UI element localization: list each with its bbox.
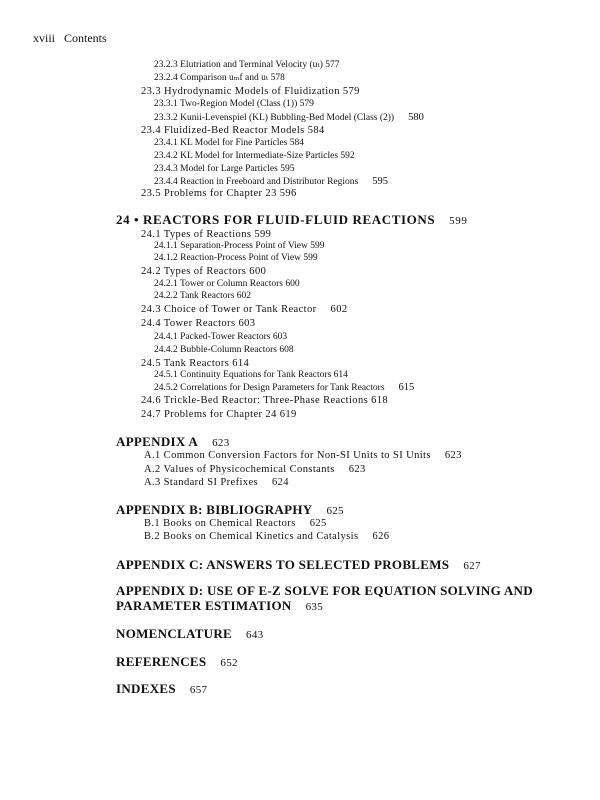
toc-page-number: 615 — [398, 382, 415, 393]
toc-subsection-entry — [154, 100, 314, 110]
toc-entry-text: NOMENCLATURE — [116, 626, 233, 641]
toc-entry-text: 23.4.4 Reaction in Freeboard and Distributor Regions — [154, 177, 359, 187]
toc-page-number: 625 — [309, 518, 327, 529]
toc-appendix-entry — [116, 503, 344, 517]
toc-entry-text: 24 • REACTORS FOR FLUID-FLUID REACTIONS — [116, 212, 436, 227]
toc-entry-text: 24.2 Types of Reactors 600 — [141, 266, 267, 277]
toc-subsection-entry — [154, 292, 251, 302]
toc-entry-text: 23.3.2 Kunii-Levenspiel (KL) Bubbling-Bed Model (Class (2)) — [154, 113, 395, 123]
toc-entry-text: 24.2.2 Tank Reactors 602 — [154, 291, 252, 301]
toc-section-entry — [144, 532, 389, 543]
toc-entry-text: APPENDIX B: BIBLIOGRAPHY — [116, 502, 313, 517]
toc-entry-text: A.3 Standard SI Prefixes — [144, 477, 258, 488]
toc-entry-text: 24.6 Trickle-Bed Reactor: Three-Phase Reactions 618 — [141, 395, 389, 406]
toc-section-entry — [141, 267, 266, 278]
toc-entry-text: B.1 Books on Chemical Reactors — [144, 518, 296, 529]
toc-page-number: 623 — [212, 437, 230, 449]
toc-entry-text: B.2 Books on Chemical Kinetics and Catalysis — [144, 531, 359, 542]
toc-section-entry — [141, 189, 297, 200]
toc-entry-text: 24.1 Types of Reactions 599 — [141, 229, 272, 240]
toc-section-entry — [141, 230, 271, 241]
toc-section-entry — [144, 519, 327, 530]
toc-entry-text: 23.3.1 Two-Region Model (Class (1)) 579 — [154, 99, 314, 109]
toc-subsection-entry — [154, 280, 300, 290]
toc-subsection-entry — [154, 61, 340, 71]
toc-page-number: 635 — [305, 601, 324, 613]
toc-entry-text: 24.1.2 Reaction-Process Point of View 599 — [154, 253, 318, 263]
toc-entry-text: INDEXES — [116, 681, 176, 696]
toc-appendix-entry — [116, 435, 230, 449]
toc-section-entry — [144, 451, 462, 462]
toc-section-entry — [144, 478, 289, 489]
page-label: xviii — [33, 31, 56, 45]
toc-entry-text: A.2 Values of Physicochemical Constants — [144, 464, 335, 475]
toc-subsection-entry — [154, 346, 294, 356]
toc-section-entry — [141, 87, 360, 98]
toc-page-number: 657 — [189, 684, 208, 696]
toc-entry-text: APPENDIX D: USE OF E-Z SOLVE FOR EQUATION SOLVING AND — [116, 583, 533, 598]
toc-page-number: 624 — [272, 477, 289, 488]
toc-entry-text: APPENDIX C: ANSWERS TO SELECTED PROBLEMS — [116, 557, 450, 572]
toc-subsection-entry — [154, 74, 285, 84]
toc-section-entry — [141, 319, 255, 330]
toc-subsection-entry — [154, 254, 318, 264]
toc-section-entry — [141, 126, 325, 137]
toc-page-number: 652 — [220, 657, 238, 669]
toc-appendix-entry — [116, 558, 481, 572]
toc-entry-text: 23.3 Hydrodynamic Models of Fluidization 579 — [141, 86, 360, 97]
toc-appendix-entry — [116, 584, 533, 597]
toc-subsection-entry — [154, 177, 388, 188]
toc-section-entry — [141, 410, 297, 421]
toc-appendix-entry — [116, 599, 323, 613]
toc-subsection-entry — [154, 242, 325, 252]
toc-appendix-entry — [116, 627, 263, 641]
toc-page-number: 643 — [246, 629, 264, 641]
toc-page-number: 627 — [463, 560, 481, 572]
toc-page-number: 625 — [326, 505, 344, 517]
toc-subsection-entry — [154, 113, 424, 124]
toc-entry-text: 23.4.1 KL Model for Fine Particles 584 — [154, 138, 305, 148]
toc-entry-text: APPENDIX A — [116, 434, 199, 449]
toc-page-number: 626 — [372, 531, 390, 542]
toc-appendix-entry — [116, 655, 238, 669]
toc-entry-text: 23.5 Problems for Chapter 23 596 — [141, 188, 297, 199]
toc-entry-text: 23.4.3 Model for Large Particles 595 — [154, 164, 295, 174]
toc-entry-text: 24.1.1 Separation-Process Point of View 599 — [154, 241, 325, 251]
toc-entry-text: 24.7 Problems for Chapter 24 619 — [141, 409, 297, 420]
toc-entry-text: 23.4 Fluidized-Bed Reactor Models 584 — [141, 125, 325, 136]
toc-entry-text: 23.2.3 Elutriation and Terminal Velocity (uₜ) 577 — [154, 60, 340, 70]
toc-section-entry — [141, 305, 348, 316]
toc-entry-text: 24.5.1 Continuity Equations for Tank Reactors 614 — [154, 370, 348, 380]
toc-subsection-entry — [154, 139, 304, 149]
toc-page-number: 623 — [348, 464, 366, 475]
toc-subsection-entry — [154, 152, 355, 162]
header-title: Contents — [64, 31, 107, 45]
toc-page-number: 623 — [444, 450, 462, 461]
toc-entry-text: 24.5 Tank Reactors 614 — [141, 358, 250, 369]
toc-entry-text: REFERENCES — [116, 654, 207, 669]
toc-subsection-entry — [154, 165, 294, 175]
toc-entry-text: 24.4.2 Bubble-Column Reactors 608 — [154, 345, 294, 355]
toc-entry-text: 24.4.1 Packed-Tower Reactors 603 — [154, 332, 288, 342]
toc-page-number: 602 — [330, 304, 348, 315]
toc-entry-text: 24.5.2 Correlations for Design Parameters for Tank Reactors — [154, 383, 385, 393]
toc-page-number: 599 — [449, 215, 468, 227]
toc-entry-text: 24.4 Tower Reactors 603 — [141, 318, 256, 329]
toc-section-entry — [141, 396, 388, 407]
toc-section-entry — [144, 465, 366, 476]
toc-entry-text: 24.2.1 Tower or Column Reactors 600 — [154, 279, 300, 289]
toc-page-number: 580 — [408, 112, 424, 123]
toc-subsection-entry — [154, 333, 287, 343]
toc-entry-text: 24.3 Choice of Tower or Tank Reactor — [141, 304, 317, 315]
toc-section-entry — [141, 359, 249, 370]
running-header — [33, 32, 107, 44]
toc-appendix-entry — [116, 682, 207, 696]
toc-chapter-entry — [116, 213, 467, 227]
toc-subsection-entry — [154, 371, 348, 381]
toc-entry-text: A.1 Common Conversion Factors for Non-SI Units to SI Units — [144, 450, 431, 461]
toc-entry-text: 23.2.4 Comparison uₘf and uₜ 578 — [154, 73, 285, 83]
toc-entry-text: 23.4.2 KL Model for Intermediate-Size Particles 592 — [154, 151, 355, 161]
toc-page-number: 595 — [372, 176, 388, 187]
toc-entry-text: PARAMETER ESTIMATION — [116, 598, 292, 613]
toc-subsection-entry — [154, 383, 414, 394]
